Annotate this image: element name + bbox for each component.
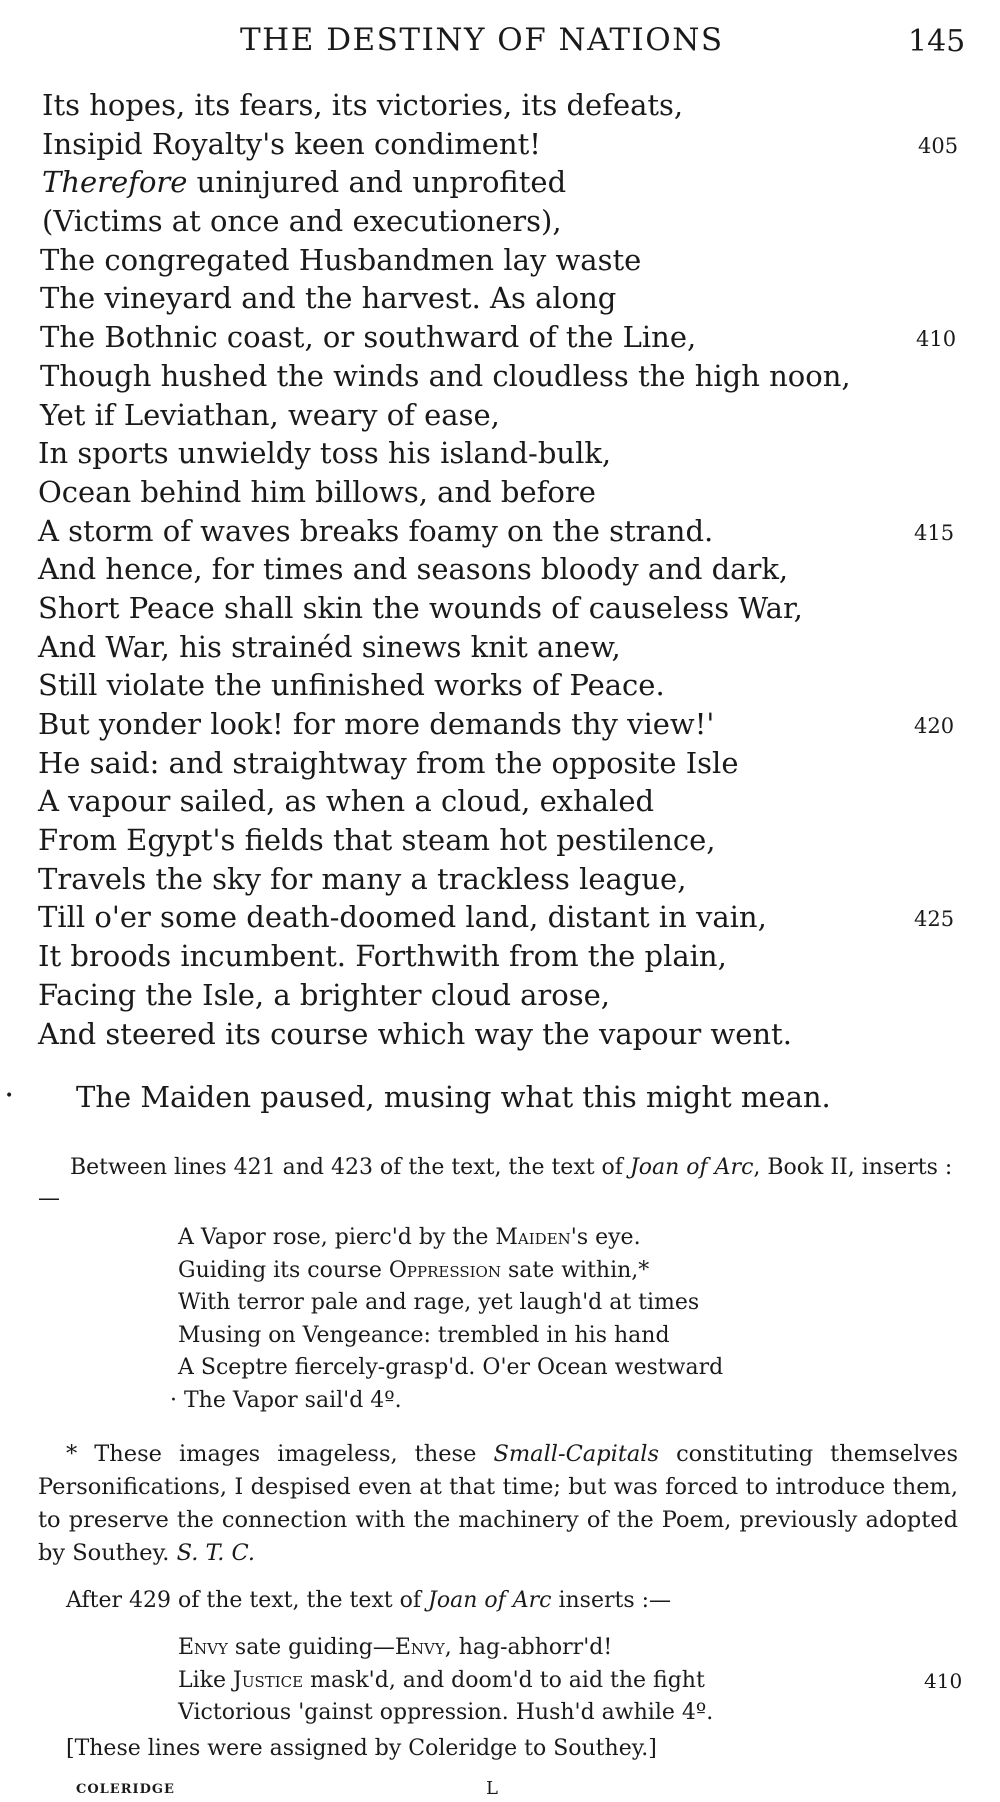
line-number: 410 xyxy=(924,1668,963,1693)
poem-line: A storm of waves breaks foamy on the strand. 415 xyxy=(38,512,962,551)
line-number: 405 xyxy=(918,133,959,158)
poem-line: Till o'er some death-doomed land, distant in vain, 425 xyxy=(38,898,962,937)
line-number: 410 xyxy=(916,327,957,352)
closing-line: The Maiden paused, musing what this might mean. xyxy=(76,1080,831,1114)
footnote: * These images imageless, these Small-Capitals constituting themselves Personifications, I despised even at that time; but was forced to introduce them, to preserve the connection with the machinery of the Poem, previously adopted by Southey. S. T. C. xyxy=(38,1441,958,1566)
verse-line: Guiding its course Oppression sate within,* xyxy=(178,1257,650,1283)
poem-line: And War, his strainéd sinews knit anew, xyxy=(38,629,621,664)
poem-line: Though hushed the winds and cloudless the high noon, xyxy=(40,358,851,393)
line-number: 420 xyxy=(914,714,955,738)
poem-body xyxy=(38,86,962,1053)
poem-line: Therefore uninjured and unprofited xyxy=(42,165,567,200)
poem-line: Facing the Isle, a brighter cloud arose, xyxy=(38,977,610,1012)
poem-line: Travels the sky for many a trackless league, xyxy=(38,861,687,896)
signature-mark: COLERIDGE xyxy=(76,1782,175,1797)
poem-line: Still violate the unfinished works of Peace. xyxy=(38,668,665,703)
poem-line: Insipid Royalty's keen condiment! 405 xyxy=(42,125,962,164)
inserted-verse-2 xyxy=(178,1632,963,1730)
poem-line: He said: and straightway from the opposite Isle xyxy=(38,745,739,780)
poem-line: Short Peace shall skin the wounds of causeless War, xyxy=(38,590,803,625)
poem-line: The Bothnic coast, or southward of the Line, 410 xyxy=(40,318,962,357)
poem-line: And hence, for times and seasons bloody and dark, xyxy=(38,552,789,587)
footnote-signature: S. T. C. xyxy=(176,1540,256,1566)
poem-line: In sports unwieldy toss his island-bulk, xyxy=(38,436,612,471)
verse-line: A Sceptre fiercely-grasp'd. O'er Ocean westward xyxy=(178,1355,724,1380)
verse-line: Like Justice mask'd, and doom'd to aid the fight 410 xyxy=(178,1665,713,1698)
note-intro: Between lines 421 and 423 of the text, the text of Joan of Arc, Book II, inserts :— xyxy=(38,1155,953,1211)
verse-line: Musing on Vengeance: trembled in his hand xyxy=(178,1322,670,1348)
margin-mark: • xyxy=(5,1088,14,1104)
inserted-verse-1 xyxy=(170,1222,724,1417)
sheet-letter: L xyxy=(486,1778,498,1799)
verse-line: · The Vapor sail'd 4º. xyxy=(170,1387,402,1413)
poem-line: Yet if Leviathan, weary of ease, xyxy=(40,397,500,432)
variant-note-1 xyxy=(38,1152,958,1214)
line-number: 415 xyxy=(914,520,955,545)
poem-line: And steered its course which way the vapour went. xyxy=(38,1016,792,1051)
editorial-note: [These lines were assigned by Coleridge to Southey.] xyxy=(66,1736,657,1761)
poem-line: The congregated Husbandmen lay waste xyxy=(40,242,642,277)
page-number: 145 xyxy=(908,24,966,59)
poem-line: It broods incumbent. Forthwith from the plain, xyxy=(38,939,727,974)
verse-line: With terror pale and rage, yet laugh'd at times xyxy=(178,1290,700,1315)
verse-line: Victorious 'gainst oppression. Hush'd awhile 4º. xyxy=(178,1700,714,1725)
poem-line: From Egypt's fields that steam hot pestilence, xyxy=(38,823,716,858)
poem-line: Its hopes, its fears, its victories, its defeats, xyxy=(42,88,684,122)
poem-line: (Victims at once and executioners), xyxy=(42,204,562,239)
line-number: 425 xyxy=(914,907,955,932)
verse-line: Envy sate guiding—Envy, hag-abhorr'd! xyxy=(178,1635,613,1660)
poem-line: Ocean behind him billows, and before xyxy=(38,474,596,509)
poem-line: A vapour sailed, as when a cloud, exhaled xyxy=(38,784,655,819)
variant-note-2-intro: After 429 of the text, the text of Joan of Arc inserts :— xyxy=(66,1588,672,1613)
poem-line: The vineyard and the harvest. As along xyxy=(40,281,617,316)
verse-line: A Vapor rose, pierc'd by the Maiden's eye. xyxy=(178,1225,641,1250)
page-header xyxy=(0,22,1000,62)
poem-line: But yonder look! for more demands thy view!' 420 xyxy=(38,705,962,744)
running-title: THE DESTINY OF NATIONS xyxy=(240,22,724,58)
